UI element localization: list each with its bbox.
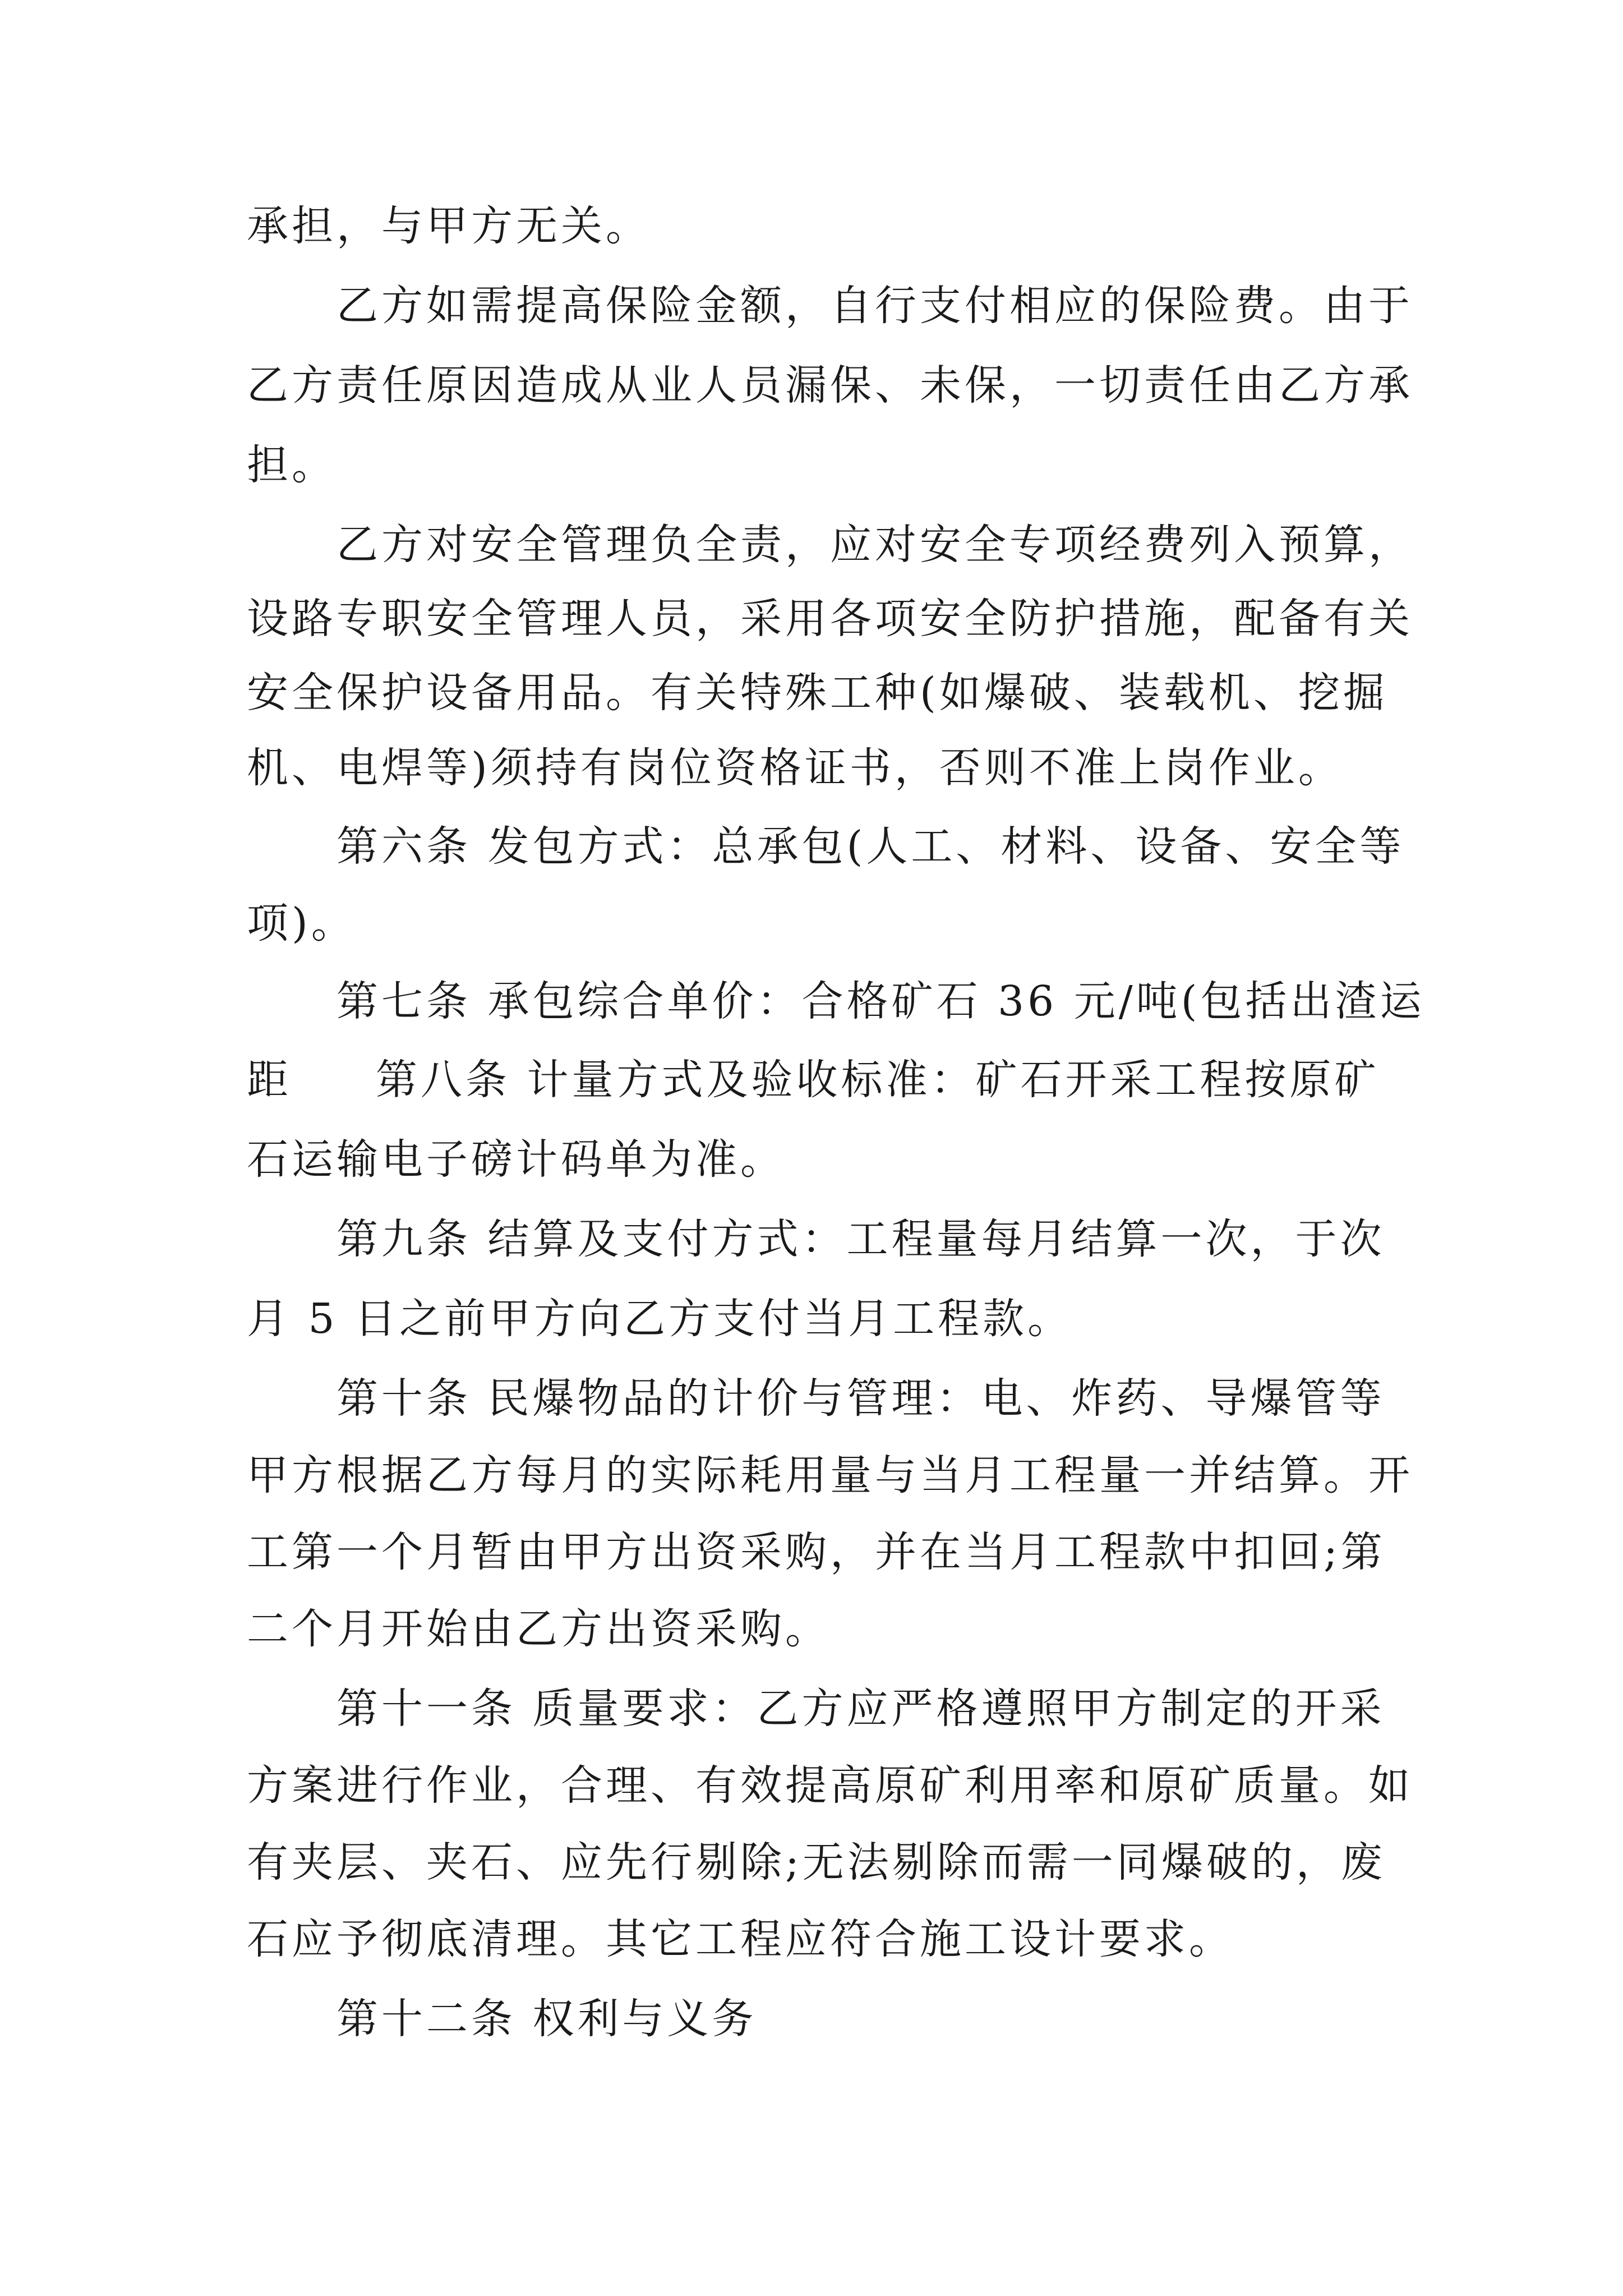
text-line: 项)。: [247, 899, 356, 947]
article-12-heading: 第十二条 权利与义务: [336, 1995, 757, 2043]
text-line: 二个月开始由乙方出资采购。: [247, 1605, 830, 1653]
article-7-line-2: [247, 1057, 1391, 1103]
article-7-line-1: 第七条 承包综合单价：合格矿石 36 元/吨(包括出渣运: [336, 977, 1425, 1025]
article-10-line-1: 第十条 民爆物品的计价与管理：电、炸药、导爆管等: [336, 1374, 1385, 1423]
paragraph-safety-line-1: 乙方对安全管理负全责，应对安全专项经费列入预算，: [336, 521, 1413, 569]
document-body: [247, 202, 1425, 2043]
text-line: 承担，与甲方无关。: [247, 202, 651, 250]
article-11-line-1: 第十一条 质量要求：乙方应严格遵照甲方制定的开采: [336, 1685, 1385, 1733]
text-line: 工第一个月暂由甲方出资采购，并在当月工程款中扣回;第: [247, 1528, 1386, 1576]
text-fragment: 距: [247, 1056, 292, 1104]
text-line: 乙方责任原因造成从业人员漏保、未保，一切责任由乙方承: [247, 361, 1413, 409]
text-line: 安全保护设备用品。有关特殊工种(如爆破、装载机、挖掘: [247, 669, 1388, 717]
text-line: 月 5 日之前甲方向乙方支付当月工程款。: [247, 1295, 1073, 1343]
text-line: 甲方根据乙方每月的实际耗用量与当月工程量一并结算。开: [247, 1451, 1413, 1499]
article-9-line-1: 第九条 结算及支付方式：工程量每月结算一次，于次: [336, 1215, 1385, 1263]
article-6-line-1: 第六条 发包方式：总承包(人工、材料、设备、安全等: [336, 822, 1405, 871]
text-line: 有夹层、夹石、应先行剔除;无法剔除而需一同爆破的，废: [247, 1838, 1386, 1887]
article-8-line-1: 第八条 计量方式及验收标准：矿石开采工程按原矿: [376, 1056, 1380, 1104]
text-line: 石应予彻底清理。其它工程应符合施工设计要求。: [247, 1915, 1234, 1963]
paragraph-insurance-line-1: 乙方如需提高保险金额，自行支付相应的保险费。由于: [336, 282, 1413, 330]
text-line: 机、电焊等)须持有岗位资格证书，否则不准上岗作业。: [247, 744, 1343, 792]
text-line: 方案进行作业，合理、有效提高原矿利用率和原矿质量。如: [247, 1761, 1413, 1810]
text-line: 担。: [247, 441, 336, 489]
text-line: 石运输电子磅计码单为准。: [247, 1135, 785, 1184]
text-line: 设路专职安全管理人员，采用各项安全防护措施，配备有关: [247, 595, 1413, 643]
